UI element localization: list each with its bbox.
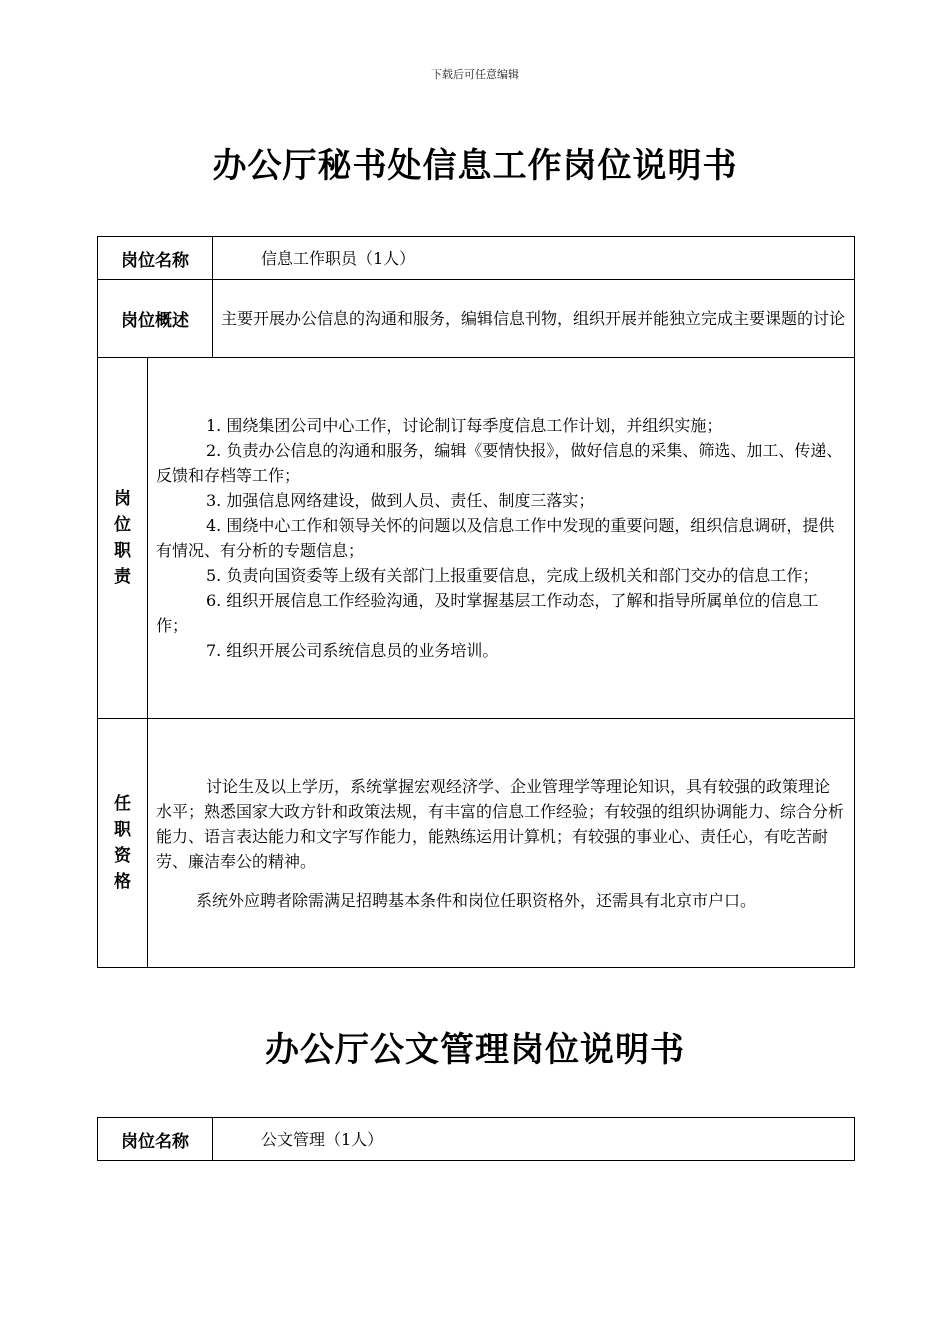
doc2-table (97, 1117, 855, 1161)
duties-label-char: 岗 (114, 489, 131, 509)
row-duties (98, 358, 855, 719)
duty-item: 3. 加强信息网络建设，做到人员、责任、制度三落实； (206, 491, 595, 510)
qualifications-label-char: 任 (114, 794, 131, 814)
position-overview-label: 岗位概述 (98, 280, 213, 358)
qualifications-label-char: 职 (114, 820, 131, 840)
row-position-name (98, 1118, 855, 1161)
header-note: 下载后可任意编辑 (431, 68, 519, 81)
qualifications-label-char: 格 (114, 872, 131, 892)
qualifications-label (98, 719, 148, 968)
duty-item: 4. 围绕中心工作和领导关怀的问题以及信息工作中发现的重要问题，组织信息调研，提供有情况、有分析的专题信息； (156, 516, 835, 560)
duties-label-char: 责 (114, 567, 131, 587)
duty-item: 2. 负责办公信息的沟通和服务，编辑《要情快报》，做好信息的采集、筛选、加工、传递、反馈和存档等工作； (156, 441, 843, 485)
duties-label-char: 职 (114, 541, 131, 561)
doc1-title: 办公厅秘书处信息工作岗位说明书 (212, 146, 738, 186)
position-name-label: 岗位名称 (98, 1118, 213, 1161)
duties-label-char: 位 (114, 515, 131, 535)
qualifications-paragraph: 讨论生及以上学历，系统掌握宏观经济学、企业管理学等理论知识，具有较强的政策理论水平；熟悉国家大政方针和政策法规，有丰富的信息工作经验；有较强的组织协调能力、综合分析能力、语言表达能力和文字写作能力，能熟练运用计算机；有较强的事业心、责任心，有吃苦耐劳、廉洁奉公的精神。 (156, 776, 845, 871)
row-position-overview (98, 280, 855, 358)
duties-label (98, 358, 148, 719)
position-name-value: 公文管理（1人） (213, 1118, 855, 1161)
duty-item: 7. 组织开展公司系统信息员的业务培训。 (206, 641, 499, 660)
position-overview-value: 主要开展办公信息的沟通和服务，编辑信息刊物，组织开展并能独立完成主要课题的讨论 (213, 280, 855, 358)
position-name-value: 信息工作职员（1人） (213, 237, 855, 280)
row-position-name (98, 237, 855, 280)
row-qualifications (98, 719, 855, 968)
qualifications-content (148, 719, 855, 968)
qualifications-note: 系统外应聘者除需满足招聘基本条件和岗位任职资格外，还需具有北京市户口。 (196, 890, 757, 910)
duties-content (148, 358, 855, 719)
duty-item: 6. 组织开展信息工作经验沟通，及时掌握基层工作动态，了解和指导所属单位的信息工作； (156, 591, 819, 635)
position-name-label: 岗位名称 (98, 237, 213, 280)
doc2-title: 办公厅公文管理岗位说明书 (265, 1030, 685, 1070)
doc1-table (97, 236, 855, 968)
duty-item: 1. 围绕集团公司中心工作，讨论制订每季度信息工作计划，并组织实施； (206, 416, 723, 435)
duty-item: 5. 负责向国资委等上级有关部门上报重要信息，完成上级机关和部门交办的信息工作； (206, 566, 819, 585)
qualifications-label-char: 资 (114, 846, 131, 866)
